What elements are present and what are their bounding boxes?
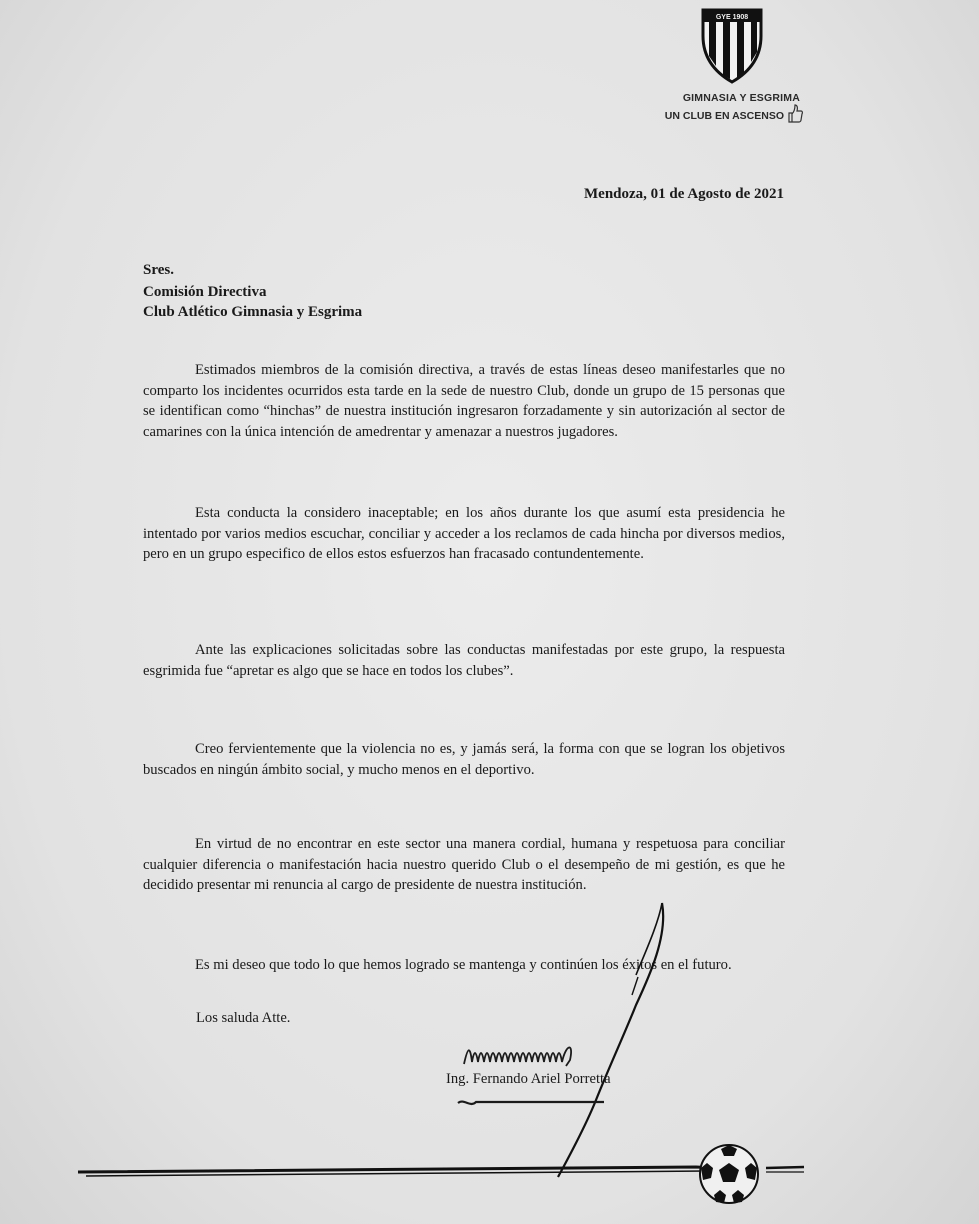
club-motto: UN CLUB EN ASCENSO	[664, 110, 784, 122]
signature-scribble	[462, 1040, 592, 1068]
letter-date: Mendoza, 01 de Agosto de 2021	[584, 186, 784, 202]
club-crest-logo	[700, 6, 764, 84]
paragraph-5: En virtud de no encontrar en este sector una manera cordial, humana y respetuosa para conciliar cualquier diferencia o manifestación hacia nuestro querido Club o el desempeño de mi gestión, es que he decidido presentar mi renuncia al cargo de presidente de nuestra institución.	[143, 836, 785, 893]
closing-line: Los saluda Atte.	[196, 1010, 291, 1026]
svg-text:GYE 1908: GYE 1908	[715, 14, 749, 21]
paragraph-2: Esta conducta la considero inaceptable; en los años durante los que asumí esta presidencia he intentado por varios medios escuchar, conciliar y acceder a los reclamos de cada hincha por diversos medios, pero en un grupo especifico de ellos estos esfuerzos han fracasado contundentemente.	[143, 505, 785, 562]
club-name: GIMNASIA Y ESGRIMA	[682, 92, 800, 104]
signer-name: Ing. Fernando Ariel Porretta	[446, 1071, 611, 1087]
paragraph-4: Creo fervientemente que la violencia no es, y jamás será, la forma con que se logran los objetivos buscados en ningún ámbito social, y mucho menos en el deportivo.	[143, 741, 785, 778]
paragraph-1: Estimados miembros de la comisión directiva, a través de estas líneas deseo manifestarles que no comparto los incidentes ocurridos esta tarde en la sede de nuestro Club, donde un grupo de 15 personas que se identifican como “hinchas” de nuestra institución ingresaron forzadamente y sin autorización al sector de camarines con la única intención de amedrentar y amenazar a nuestros jugadores.	[143, 362, 785, 440]
recipient-club: Club Atlético Gimnasia y Esgrima	[143, 304, 363, 320]
recipient-commission: Comisión Directiva	[143, 284, 267, 300]
paragraph-3: Ante las explicaciones solicitadas sobre las conductas manifestadas por este grupo, la respuesta esgrimida fue “apretar es algo que se hace en todos los clubes”.	[143, 642, 785, 679]
soccer-ball-icon	[698, 1143, 760, 1205]
recipient-salutation: Sres.	[143, 262, 174, 278]
paragraph-6: Es mi deseo que todo lo que hemos logrado se mantenga y continúen los éxitos en el futuro.	[195, 957, 732, 973]
thumbs-up-icon	[786, 102, 804, 124]
footer-divider	[76, 1150, 806, 1190]
signature-underline	[456, 1096, 606, 1110]
